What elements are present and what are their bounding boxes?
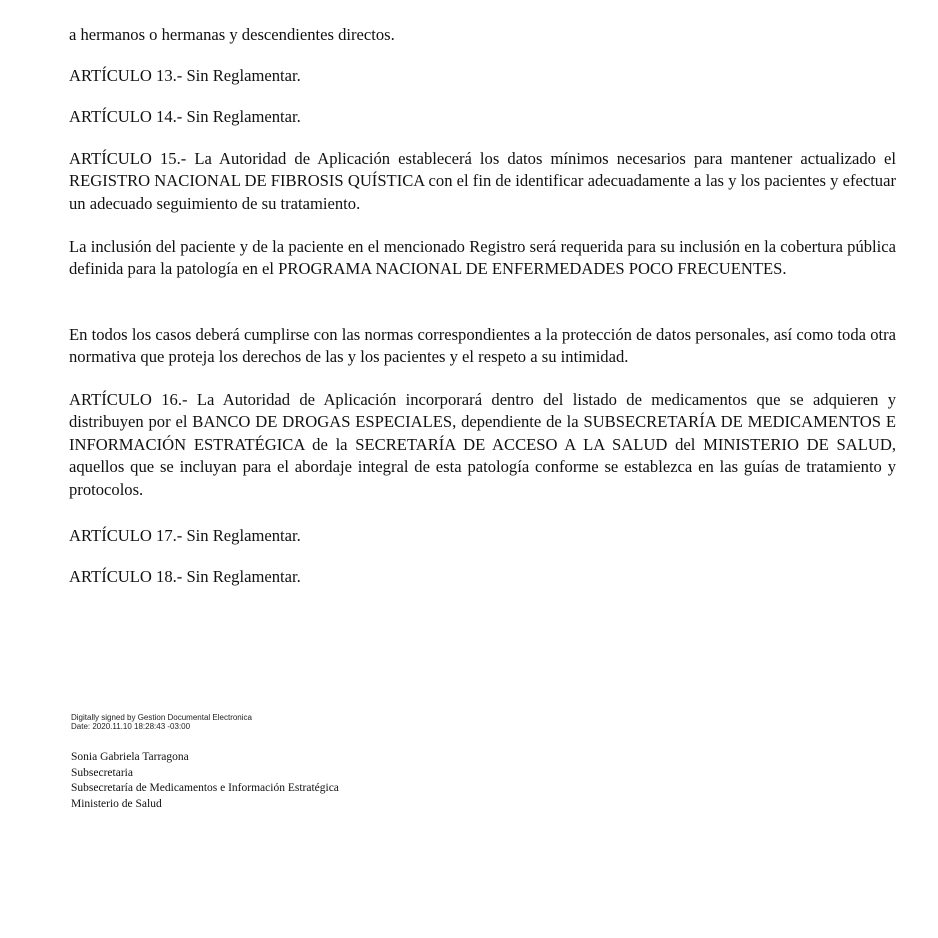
article-16: ARTÍCULO 16.- La Autoridad de Aplicación incorporará dentro del listado de medicamentos que se adquieren y distribuyen por el BANCO DE DROGAS ESPECIALES, dependiente de la SUBSECRETARÍA DE MEDICAMENTOS E INFORMACIÓN ESTRATÉGICA de la SECRETARÍA DE ACCESO A LA SALUD del MINISTERIO DE SALUD, aquellos que se incluyan para el abordaje integral de esta patología conforme se establezca en las guías de tratamiento y protocolos. [69, 390, 896, 499]
article-17: ARTÍCULO 17.- Sin Reglamentar. [69, 526, 301, 545]
paragraph-continuation: a hermanos o hermanas y descendientes directos. [69, 25, 395, 44]
article-13: ARTÍCULO 13.- Sin Reglamentar. [69, 66, 301, 85]
article-15-data-protection: En todos los casos deberá cumplirse con las normas correspondientes a la protección de datos personales, así como toda otra normativa que proteja los derechos de las y los pacientes y el respeto a su intimidad. [69, 325, 896, 367]
article-15: ARTÍCULO 15.- La Autoridad de Aplicación establecerá los datos mínimos necesarios para mantener actualizado el REGISTRO NACIONAL DE FIBROSIS QUÍSTICA con el fin de identificar adecuadamente a las y los pacientes y efectuar un adecuado seguimiento de su tratamiento. [69, 149, 896, 213]
signatory-role: Subsecretaria [71, 766, 133, 779]
signatory-office: Subsecretaría de Medicamentos e Información Estratégica [71, 782, 339, 794]
signature-date: Date: 2020.11.10 18:28:43 -03:00 [71, 722, 191, 731]
signatory-block [71, 750, 339, 812]
digital-signature-stamp [71, 713, 252, 731]
article-14: ARTÍCULO 14.- Sin Reglamentar. [69, 107, 301, 126]
article-18: ARTÍCULO 18.- Sin Reglamentar. [69, 567, 301, 586]
digital-signature-text: Digitally signed by Gestion Documental Electronica [71, 713, 252, 722]
signatory-ministry: Ministerio de Salud [71, 797, 162, 810]
article-15-registry-inclusion: La inclusión del paciente y de la paciente en el mencionado Registro será requerida para su inclusión en la cobertura pública definida para la patología en el PROGRAMA NACIONAL DE ENFERMEDADES POCO FRECUENTES. [69, 237, 896, 279]
signatory-name: Sonia Gabriela Tarragona [71, 751, 189, 763]
